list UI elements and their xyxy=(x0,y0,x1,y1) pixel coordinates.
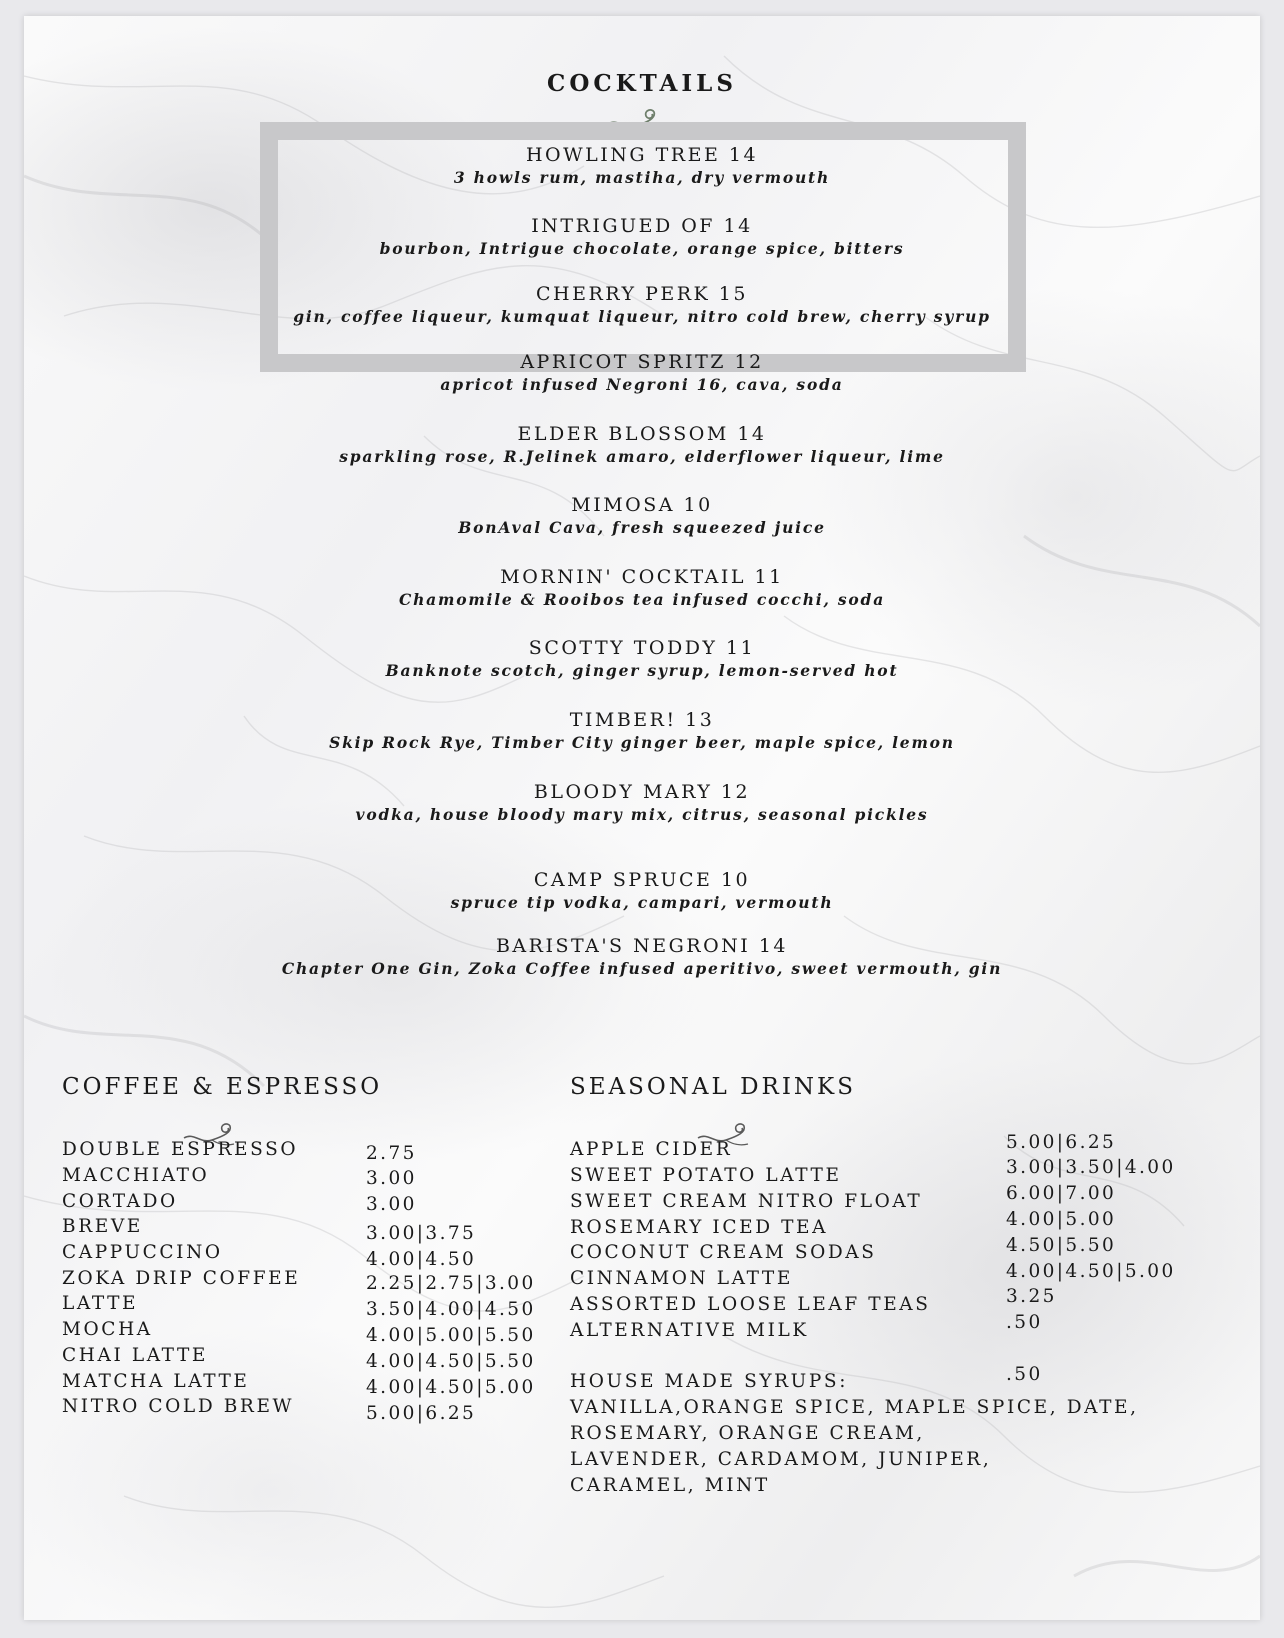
cocktail-description: 3 howls rum, mastiha, dry vermouth xyxy=(453,168,831,187)
cocktails-title: COCKTAILS xyxy=(547,70,737,97)
cocktail-item xyxy=(24,636,1260,682)
cocktail-name: SCOTTY TODDY 11 xyxy=(528,637,756,659)
seasonal-item-price: 3.00|3.50|4.00 xyxy=(1006,1157,1176,1178)
cocktail-name: INTRIGUED OF 14 xyxy=(531,215,753,237)
coffee-item-name: CORTADO xyxy=(62,1191,178,1212)
syrups-list-line: CARAMEL, MINT xyxy=(570,1475,770,1496)
coffee-item-price: 3.50|4.00|4.50 xyxy=(366,1299,536,1320)
coffee-item-price: 3.00|3.75 xyxy=(366,1223,477,1244)
cocktail-description: Banknote scotch, ginger syrup, lemon-served hot xyxy=(385,661,899,680)
cocktail-description: Skip Rock Rye, Timber City ginger beer, maple spice, lemon xyxy=(329,733,955,752)
cocktail-name: CHERRY PERK 15 xyxy=(536,283,748,305)
coffee-item-price: 4.00|4.50 xyxy=(366,1249,477,1270)
coffee-item-name: NITRO COLD BREW xyxy=(62,1396,295,1417)
seasonal-item-name: APPLE CIDER xyxy=(570,1139,733,1160)
syrups-list-line: ROSEMARY, ORANGE CREAM, xyxy=(570,1423,925,1444)
coffee-item-price: 2.75 xyxy=(366,1143,417,1164)
coffee-item-price: 4.00|4.50|5.50 xyxy=(366,1351,536,1372)
syrups-list-line: VANILLA,ORANGE SPICE, MAPLE SPICE, DATE, xyxy=(570,1397,1139,1418)
cocktail-description: BonAval Cava, fresh squeezed juice xyxy=(458,518,826,537)
seasonal-item-name: CINNAMON LATTE xyxy=(570,1268,793,1289)
coffee-item-price: 2.25|2.75|3.00 xyxy=(366,1273,536,1294)
coffee-section-title: COFFEE & ESPRESSO xyxy=(62,1074,383,1100)
cocktail-description: Chamomile & Rooibos tea infused cocchi, soda xyxy=(398,590,886,609)
cocktail-description: vodka, house bloody mary mix, citrus, seasonal pickles xyxy=(355,805,929,824)
coffee-item-price: 3.00 xyxy=(366,1168,417,1189)
coffee-item-price: 3.00 xyxy=(366,1194,417,1215)
cocktail-name: APRICOT SPRITZ 12 xyxy=(520,351,764,373)
cocktail-name: MIMOSA 10 xyxy=(571,494,713,516)
seasonal-item-price: 4.00|4.50|5.00 xyxy=(1006,1261,1176,1282)
coffee-item-name: CAPPUCCINO xyxy=(62,1242,223,1263)
cocktail-item xyxy=(24,350,1260,396)
cocktail-name: BLOODY MARY 12 xyxy=(533,781,751,803)
cocktail-name: HOWLING TREE 14 xyxy=(525,144,759,166)
cocktail-name: BARISTA'S NEGRONI 14 xyxy=(495,935,789,957)
seasonal-item-name: SWEET CREAM NITRO FLOAT xyxy=(570,1191,923,1212)
syrups-price: .50 xyxy=(1006,1364,1043,1385)
coffee-item-price: 4.00|5.00|5.50 xyxy=(366,1325,536,1346)
cocktail-description: spruce tip vodka, campari, vermouth xyxy=(450,893,834,912)
cocktail-item xyxy=(24,143,1260,189)
cocktail-description: sparkling rose, R.Jelinek amaro, elderflower liqueur, lime xyxy=(339,447,945,466)
cocktail-name: CAMP SPRUCE 10 xyxy=(533,869,751,891)
coffee-item-price: 5.00|6.25 xyxy=(366,1403,477,1424)
seasonal-section-title: SEASONAL DRINKS xyxy=(570,1074,856,1100)
coffee-item-name: ZOKA DRIP COFFEE xyxy=(62,1268,301,1289)
cocktail-name: MORNIN' COCKTAIL 11 xyxy=(500,566,784,588)
coffee-item-name: BREVE xyxy=(62,1216,143,1237)
seasonal-item-name: ALTERNATIVE MILK xyxy=(570,1320,809,1341)
seasonal-item-name: COCONUT CREAM SODAS xyxy=(570,1242,877,1263)
cocktail-item xyxy=(24,493,1260,539)
coffee-item-name: LATTE xyxy=(62,1293,139,1314)
syrups-label: HOUSE MADE SYRUPS: xyxy=(570,1371,849,1392)
cocktail-description: apricot infused Negroni 16, cava, soda xyxy=(440,375,844,394)
cocktail-name: TIMBER! 13 xyxy=(569,709,715,731)
seasonal-item-name: ROSEMARY ICED TEA xyxy=(570,1217,829,1238)
coffee-item-name: CHAI LATTE xyxy=(62,1345,208,1366)
coffee-item-name: MACCHIATO xyxy=(62,1165,210,1186)
cocktail-description: bourbon, Intrigue chocolate, orange spice, bitters xyxy=(379,239,905,258)
cocktail-item xyxy=(24,934,1260,980)
cocktail-item xyxy=(24,565,1260,611)
coffee-item-price: 4.00|4.50|5.00 xyxy=(366,1377,536,1398)
coffee-item-name: DOUBLE ESPRESSO xyxy=(62,1139,299,1160)
seasonal-item-price: .50 xyxy=(1006,1312,1043,1333)
cocktail-name: ELDER BLOSSOM 14 xyxy=(517,423,767,445)
cocktail-item xyxy=(24,422,1260,468)
seasonal-item-price: 4.50|5.50 xyxy=(1006,1235,1117,1256)
seasonal-item-price: 3.25 xyxy=(1006,1286,1057,1307)
coffee-item-name: MOCHA xyxy=(62,1319,153,1340)
cocktail-description: gin, coffee liqueur, kumquat liqueur, nitro cold brew, cherry syrup xyxy=(293,307,991,326)
menu-page xyxy=(24,16,1260,1620)
cocktail-item xyxy=(24,868,1260,914)
coffee-item-name: MATCHA LATTE xyxy=(62,1371,250,1392)
cocktail-item xyxy=(24,780,1260,826)
cocktail-item xyxy=(24,708,1260,754)
seasonal-item-price: 5.00|6.25 xyxy=(1006,1132,1117,1153)
cocktail-description: Chapter One Gin, Zoka Coffee infused aperitivo, sweet vermouth, gin xyxy=(281,959,1003,978)
seasonal-item-name: ASSORTED LOOSE LEAF TEAS xyxy=(570,1294,931,1315)
seasonal-item-name: SWEET POTATO LATTE xyxy=(570,1165,842,1186)
cocktail-item xyxy=(24,214,1260,260)
seasonal-item-price: 6.00|7.00 xyxy=(1006,1183,1117,1204)
syrups-list-line: LAVENDER, CARDAMOM, JUNIPER, xyxy=(570,1449,992,1470)
seasonal-item-price: 4.00|5.00 xyxy=(1006,1209,1117,1230)
cocktail-item xyxy=(24,282,1260,328)
